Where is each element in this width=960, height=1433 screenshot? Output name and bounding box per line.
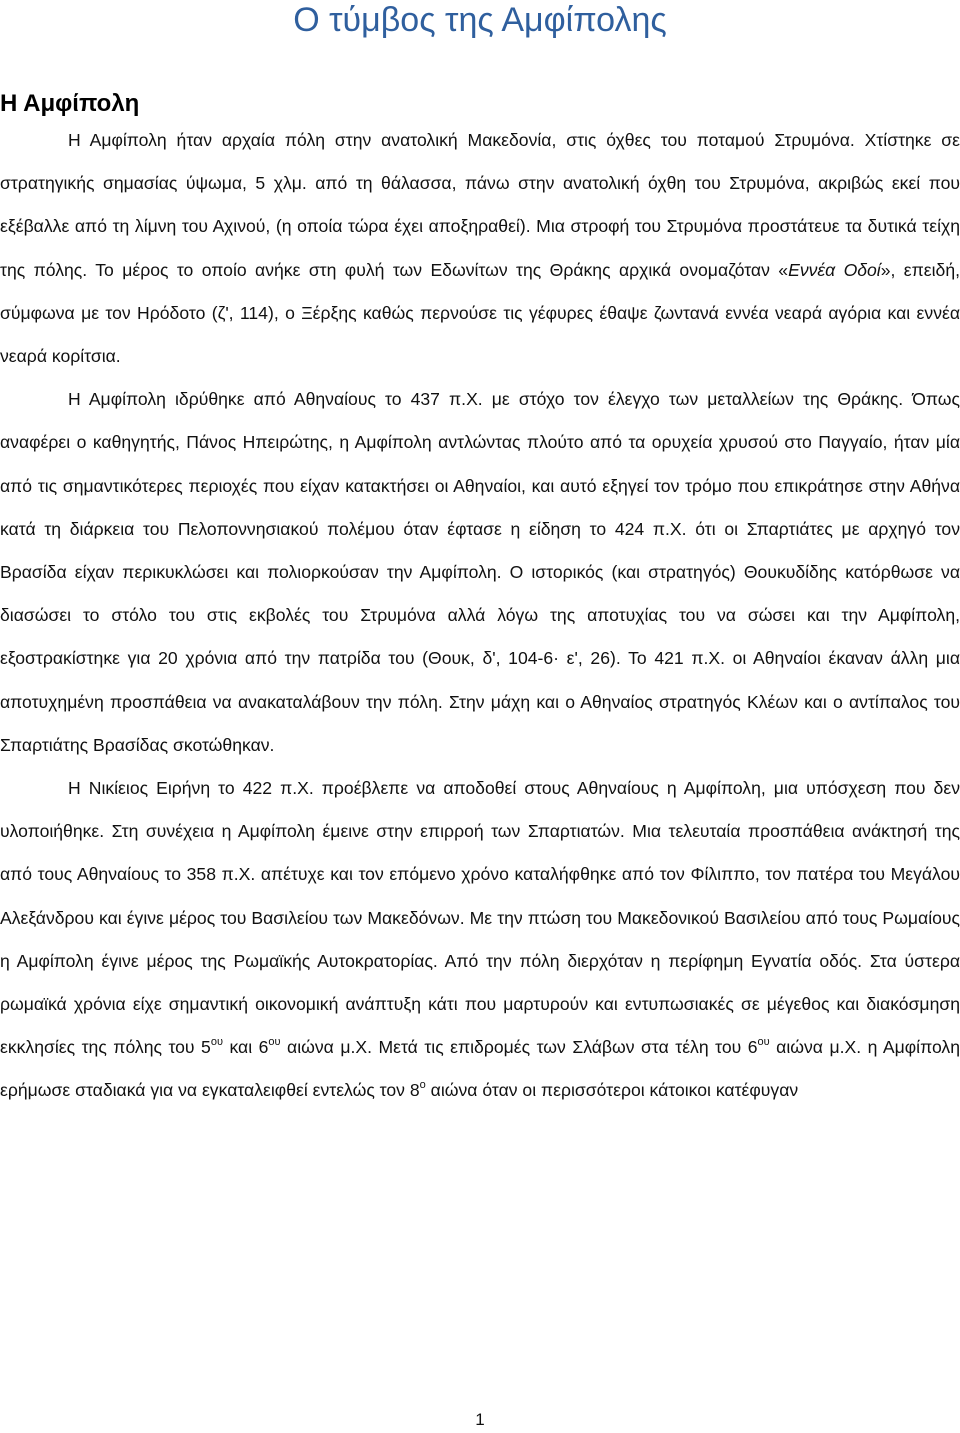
paragraph-1	[0, 119, 960, 378]
paragraph-3-part-d: αιώνα μ.Χ. η Αμφίπολη ερήμωσε σταδιακά για να εγκαταλειφθεί εντελώς τον 8	[0, 1037, 960, 1101]
paragraph-1-italic: Εννέα Οδοί	[788, 259, 881, 280]
superscript-ou-1: ου	[210, 1036, 223, 1049]
paragraph-1-part-a: Η Αμφίπολη ήταν αρχαία πόλη στην ανατολική Μακεδονία, στις όχθες του ποταμού Στρυμόνα. Χτίστηκε σε στρατηγικής σημασίας ύψωμα, 5 χλμ. από τη θάλασσα, πάνω στην ανατολική όχθη του Στρυμόνα, ακριβώς εκεί που εξέβαλλε από τη λίμνη του Αχινού, (η οποία τώρα έχει αποξηραθεί). Μια στροφή του Στρυμόνα προστάτευε τα δυτικά τείχη της πόλης. Το μέρος το οποίο ανήκε στη φυλή των Εδωνίτων της Θράκης αρχικά ονομαζόταν «	[0, 130, 960, 280]
superscript-ou-2: ου	[268, 1036, 281, 1049]
paragraph-3-part-e: αιώνα όταν οι περισσότεροι κάτοικοι κατέφυγαν	[425, 1080, 799, 1101]
section-heading: Η Αμφίπολη	[0, 90, 140, 117]
paragraph-3-part-b: και 6	[222, 1037, 269, 1058]
body-text	[0, 119, 960, 1113]
superscript-ou-3: ου	[757, 1036, 770, 1049]
paragraph-2: Η Αμφίπολη ιδρύθηκε από Αθηναίους το 437 π.Χ. με στόχο τον έλεγχο των μεταλλείων της Θράκης. Όπως αναφέρει ο καθηγητής, Πάνος Ηπειρώτης, η Αμφίπολη αντλώντας πλούτο από τα ορυχεία χρυσού στο Παγγαίο, ήταν μία από τις σημαντικότερες περιοχές που είχαν κατακτήσει οι Αθηναίοι, και αυτό εξηγεί τον τρόμο που επικράτησε στην Αθήνα κατά τη διάρκεια του Πελοποννησιακού πολέμου όταν έφτασε η είδηση το 424 π.Χ. ότι οι Σπαρτιάτες με αρχηγό τον Βρασίδα είχαν περικυκλώσει και πολιορκούσαν την Αμφίπολη. Ο ιστορικός (και στρατηγός) Θουκυδίδης κατόρθωσε να διασώσει το στόλο του στις εκβολές του Στρυμόνα αλλά λόγω της αποτυχίας του να σώσει και την Αμφίπολη, εξοστρακίστηκε για 20 χρόνια από την πατρίδα του (Θουκ, δ', 104-6· ε', 26). Το 421 π.Χ. οι Αθηναίοι έκαναν άλλη μια αποτυχημένη προσπάθεια να ανακαταλάβουν την πόλη. Στην μάχη και ο Αθηναίος στρατηγός Κλέων και ο αντίπαλος του Σπαρτιάτης Βρασίδας σκοτώθηκαν.	[0, 389, 960, 755]
document-title: Ο τύμβος της Αμφίπολης	[293, 1, 667, 39]
paragraph-3-part-a: Η Νικίειος Ειρήνη το 422 π.Χ. προέβλεπε να αποδοθεί στους Αθηναίους η Αμφίπολη, μια υπόσχεση που δεν υλοποιήθηκε. Στη συνέχεια η Αμφίπολη έμεινε στην επιρροή των Σπαρτιατών. Μια τελευταία προσπάθεια ανάκτησή της από τους Αθηναίους το 358 π.Χ. απέτυχε και τον επόμενο χρόνο καταλήφθηκε από τον Φίλιππο, τον πατέρα του Μεγάλου Αλεξάνδρου και έγινε μέρος του Βασιλείου των Μακεδόνων. Με την πτώση του Μακεδονικού Βασιλείου από τους Ρωμαίους η Αμφίπολη έγινε μέρος της Ρωμαϊκής Αυτοκρατορίας. Από την πόλη διερχόταν η περίφημη Εγνατία οδός. Στα ύστερα ρωμαϊκά χρόνια είχε σημαντική οικονομική ανάπτυξη κάτι που μαρτυρούν και εντυπωσιακές σε μέγεθος και διακόσμηση εκκλησίες της πόλης του 5	[0, 778, 960, 1058]
paragraph-3	[0, 767, 960, 1113]
page-number: 1	[475, 1410, 485, 1429]
superscript-o: ο	[419, 1079, 426, 1092]
paragraph-1-part-b: », επειδή, σύμφωνα με τον Ηρόδοτο (ζ', 114), ο Ξέρξης καθώς περνούσε τις γέφυρες έθαψε ζωντανά εννέα νεαρά αγόρια και εννέα νεαρά κορίτσια.	[0, 259, 960, 367]
paragraph-3-part-c: αιώνα μ.Χ. Μετά τις επιδρομές των Σλάβων στα τέλη του 6	[280, 1037, 758, 1058]
